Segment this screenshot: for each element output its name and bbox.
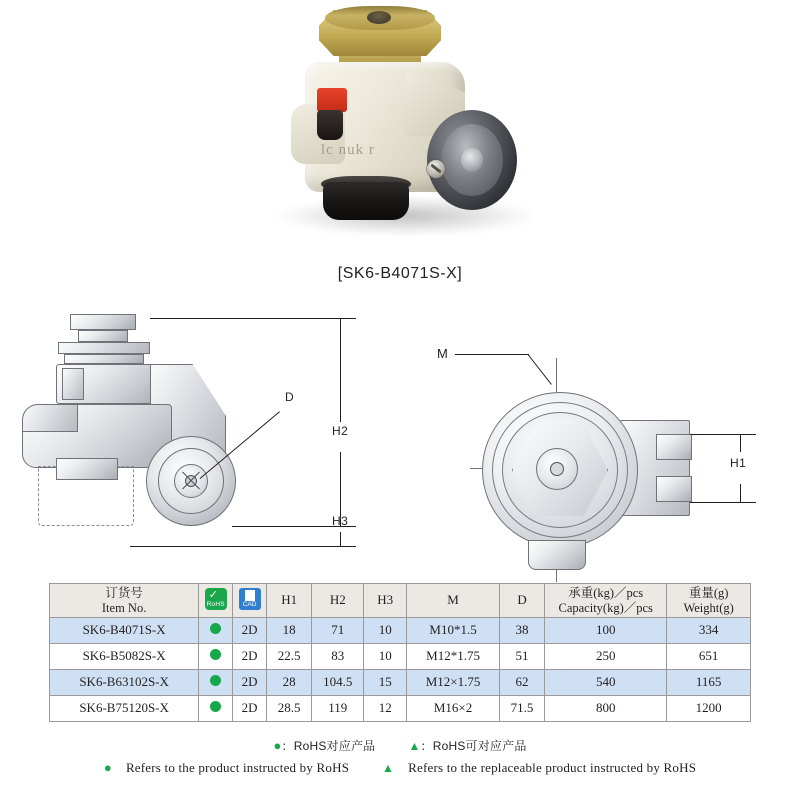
brand-embossed-text: lc nuk r xyxy=(321,142,375,158)
cell-cad[interactable]: 2D xyxy=(233,670,267,696)
cell-h3: 12 xyxy=(364,696,407,722)
cell-cad[interactable]: 2D xyxy=(233,618,267,644)
axle-screw xyxy=(427,160,445,178)
sv-flange-2 xyxy=(64,354,144,364)
cell-capacity: 250 xyxy=(545,644,667,670)
wheel-hub xyxy=(461,148,483,172)
leveling-pad xyxy=(323,182,409,220)
tv-bracket-bottom-lug xyxy=(656,476,692,502)
cell-h2: 104.5 xyxy=(312,670,364,696)
cell-rohs xyxy=(199,644,233,670)
footnote-cn-tri: ：RoHS可对应产品 xyxy=(420,739,527,753)
cell-capacity: 100 xyxy=(545,618,667,644)
sv-flange xyxy=(58,342,150,354)
rohs-dot-icon: ● xyxy=(103,760,112,775)
cell-h2: 119 xyxy=(312,696,364,722)
header-capacity-en: Capacity(kg)／pcs xyxy=(558,600,653,615)
rohs-dot-icon xyxy=(210,623,221,634)
cad-icon-label: CAD xyxy=(242,601,257,609)
footnote-en-dot: Refers to the product instructed by RoHS xyxy=(125,760,350,775)
hex-bolt-socket xyxy=(367,11,391,24)
footnote-en-row xyxy=(0,760,800,776)
dim-ext-h3-bottom xyxy=(130,546,356,547)
cell-cad[interactable]: 2D xyxy=(233,696,267,722)
cell-h2: 83 xyxy=(312,644,364,670)
cell-weight: 651 xyxy=(667,644,751,670)
rohs-triangle-icon: ▲ xyxy=(382,761,395,775)
dim-h3-upper xyxy=(340,498,341,508)
red-release-lever xyxy=(317,88,347,112)
specification-table xyxy=(49,583,751,722)
cell-d: 38 xyxy=(499,618,544,644)
header-h2: H2 xyxy=(312,584,364,618)
cell-d: 51 xyxy=(499,644,544,670)
lever-slot xyxy=(317,110,343,140)
cell-item-no: SK6-B75120S-X xyxy=(50,696,199,722)
header-d: D xyxy=(499,584,544,618)
cell-d: 62 xyxy=(499,670,544,696)
tv-bottom-tab xyxy=(528,540,586,570)
table-row[interactable] xyxy=(50,618,751,644)
rohs-check-icon: ✓ xyxy=(208,588,218,601)
cell-item-no: SK6-B63102S-X xyxy=(50,670,199,696)
sv-lever-arm xyxy=(22,404,78,432)
leader-m-horizontal xyxy=(455,354,529,355)
tv-center-bore xyxy=(550,462,564,476)
table-row[interactable] xyxy=(50,670,751,696)
cell-h1: 28 xyxy=(267,670,312,696)
dim-h2-upper xyxy=(340,318,341,422)
sv-bolt-head xyxy=(70,314,136,330)
technical-drawings-section xyxy=(0,300,800,580)
sv-bolt-neck xyxy=(78,330,128,342)
label-h1: H1 xyxy=(730,456,747,470)
photo-caption: [SK6-B4071S-X] xyxy=(337,265,463,282)
cell-m: M16×2 xyxy=(407,696,500,722)
table-row[interactable] xyxy=(50,644,751,670)
table-row[interactable] xyxy=(50,696,751,722)
cell-h3: 10 xyxy=(364,618,407,644)
cell-capacity: 540 xyxy=(545,670,667,696)
cell-rohs xyxy=(199,670,233,696)
dim-ext-h1-top xyxy=(690,434,756,435)
header-weight-en: Weight(g) xyxy=(683,600,734,615)
cell-rohs xyxy=(199,618,233,644)
leader-m-diagonal xyxy=(528,354,552,385)
label-d: D xyxy=(285,390,295,404)
cell-rohs xyxy=(199,696,233,722)
cell-weight: 334 xyxy=(667,618,751,644)
header-h3: H3 xyxy=(364,584,407,618)
header-cad xyxy=(233,584,267,618)
dim-h1-lower xyxy=(740,484,741,502)
header-item-no-en: Item No. xyxy=(101,600,147,615)
cell-d: 71.5 xyxy=(499,696,544,722)
footnote-cn-dot: ：RoHS对应产品 xyxy=(281,739,376,753)
cell-m: M12×1.75 xyxy=(407,670,500,696)
cad-icon xyxy=(239,588,261,610)
header-m: M xyxy=(407,584,500,618)
cell-m: M10*1.5 xyxy=(407,618,500,644)
footnote-en-tri: Refers to the replaceable product instructed by RoHS xyxy=(408,760,697,775)
header-item-no xyxy=(50,584,199,618)
table-header-row xyxy=(50,584,751,618)
product-photo xyxy=(255,0,555,260)
rohs-dot-icon: ● xyxy=(273,738,282,753)
label-h2: H2 xyxy=(332,424,349,438)
rohs-icon xyxy=(205,588,227,610)
rohs-triangle-icon: ▲ xyxy=(408,739,421,753)
header-weight-cn: 重量(g) xyxy=(688,586,729,601)
cell-h1: 22.5 xyxy=(267,644,312,670)
dim-h1-upper xyxy=(740,434,741,452)
cell-cad[interactable]: 2D xyxy=(233,644,267,670)
sv-housing-boss xyxy=(62,368,84,400)
header-h1: H1 xyxy=(267,584,312,618)
cell-weight: 1200 xyxy=(667,696,751,722)
cell-h2: 71 xyxy=(312,618,364,644)
header-item-no-cn: 订货号 xyxy=(105,586,143,601)
label-h3: H3 xyxy=(332,514,349,528)
header-weight xyxy=(667,584,751,618)
rohs-dot-icon xyxy=(210,675,221,686)
dim-ext-h1-bottom xyxy=(690,502,756,503)
cell-h1: 28.5 xyxy=(267,696,312,722)
tv-bracket-top-lug xyxy=(656,434,692,460)
product-photo-section xyxy=(0,0,800,300)
footnote-cn-row xyxy=(0,737,800,754)
header-capacity xyxy=(545,584,667,618)
sv-pad xyxy=(56,458,118,480)
cell-weight: 1165 xyxy=(667,670,751,696)
header-rohs xyxy=(199,584,233,618)
header-capacity-cn: 承重(kg)／pcs xyxy=(568,586,644,601)
rohs-dot-icon xyxy=(210,649,221,660)
dim-h3-lower xyxy=(340,532,341,546)
cell-m: M12*1.75 xyxy=(407,644,500,670)
footnotes-section xyxy=(0,737,800,776)
label-m: M xyxy=(437,346,449,361)
cell-item-no: SK6-B4071S-X xyxy=(50,618,199,644)
specification-table-section xyxy=(0,583,800,722)
dim-ext-h2-top xyxy=(150,318,356,319)
rohs-icon-label: RoHS xyxy=(206,601,225,609)
cell-h3: 10 xyxy=(364,644,407,670)
cell-capacity: 800 xyxy=(545,696,667,722)
cad-page-icon xyxy=(245,590,255,601)
cell-item-no: SK6-B5082S-X xyxy=(50,644,199,670)
cell-h1: 18 xyxy=(267,618,312,644)
rohs-dot-icon xyxy=(210,701,221,712)
cell-h3: 15 xyxy=(364,670,407,696)
